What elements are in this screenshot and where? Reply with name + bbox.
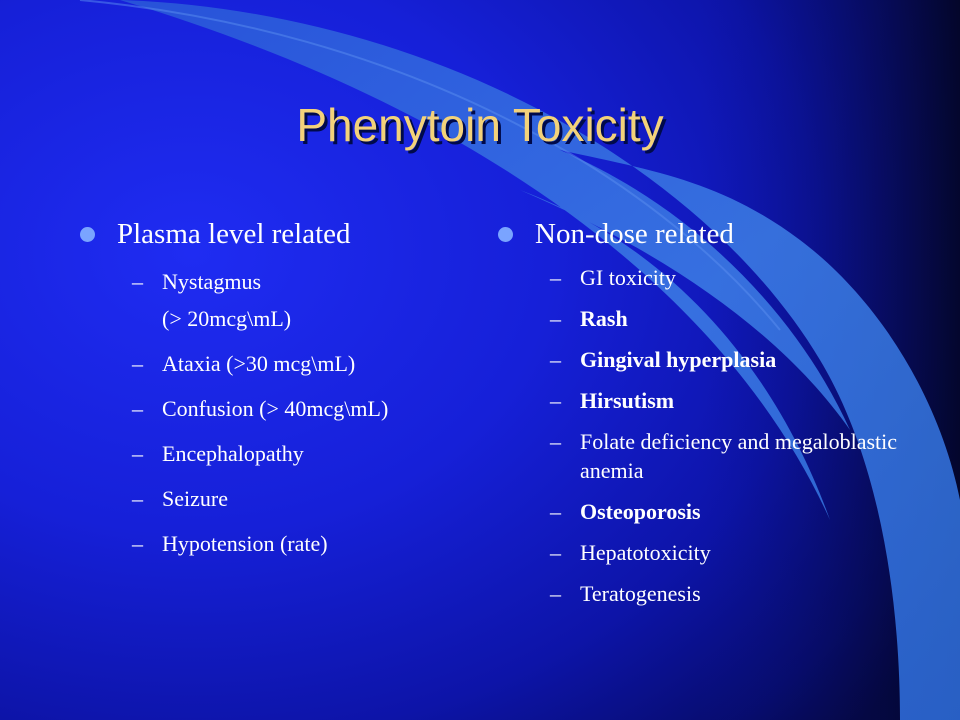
list-item: – Osteoporosis — [550, 499, 701, 524]
dash-icon: – — [132, 396, 143, 421]
dash-icon: – — [550, 265, 561, 290]
dash-icon: – — [132, 269, 143, 294]
dash-icon: – — [550, 429, 561, 454]
dash-icon: – — [132, 441, 143, 466]
list-item: – Nystagmus — [132, 269, 261, 294]
left-column — [80, 218, 450, 558]
list-item: – Rash — [550, 306, 628, 331]
dash-icon: – — [550, 540, 561, 565]
right-heading-text: Non-dose related — [535, 218, 734, 250]
slide-title: Phenytoin Toxicity — [296, 99, 664, 151]
left-list — [80, 267, 450, 558]
dash-icon: – — [550, 581, 561, 606]
list-item: – Hirsutism — [550, 388, 675, 413]
dash-icon: – — [550, 347, 561, 372]
list-item: – Confusion (> 40mcg\mL) — [132, 396, 389, 421]
list-item: – Encephalopathy — [132, 441, 304, 466]
dash-icon: – — [132, 531, 143, 556]
dash-icon: – — [132, 486, 143, 511]
right-column — [498, 218, 938, 608]
right-list — [498, 263, 938, 608]
left-heading — [80, 218, 450, 251]
dash-icon: – — [550, 388, 561, 413]
dash-icon: – — [550, 306, 561, 331]
list-item: (> 20mcg\mL) — [162, 306, 292, 331]
dash-icon: – — [550, 499, 561, 524]
list-item: – Seizure — [132, 486, 228, 511]
bullet-icon — [80, 227, 95, 242]
list-item: – GI toxicity — [550, 265, 676, 290]
list-item: – Hepatotoxicity — [550, 540, 711, 565]
left-heading-text: Plasma level related — [117, 218, 351, 250]
bullet-icon — [498, 227, 513, 242]
list-item: – Folate deficiency and megaloblastic anemia — [550, 429, 898, 483]
list-item: – Hypotension (rate) — [132, 531, 328, 556]
dash-icon: – — [132, 351, 143, 376]
list-item: – Ataxia (>30 mcg\mL) — [132, 351, 356, 376]
list-item: – Gingival hyperplasia — [550, 347, 777, 372]
list-item: – Teratogenesis — [550, 581, 701, 606]
right-heading — [498, 218, 938, 251]
